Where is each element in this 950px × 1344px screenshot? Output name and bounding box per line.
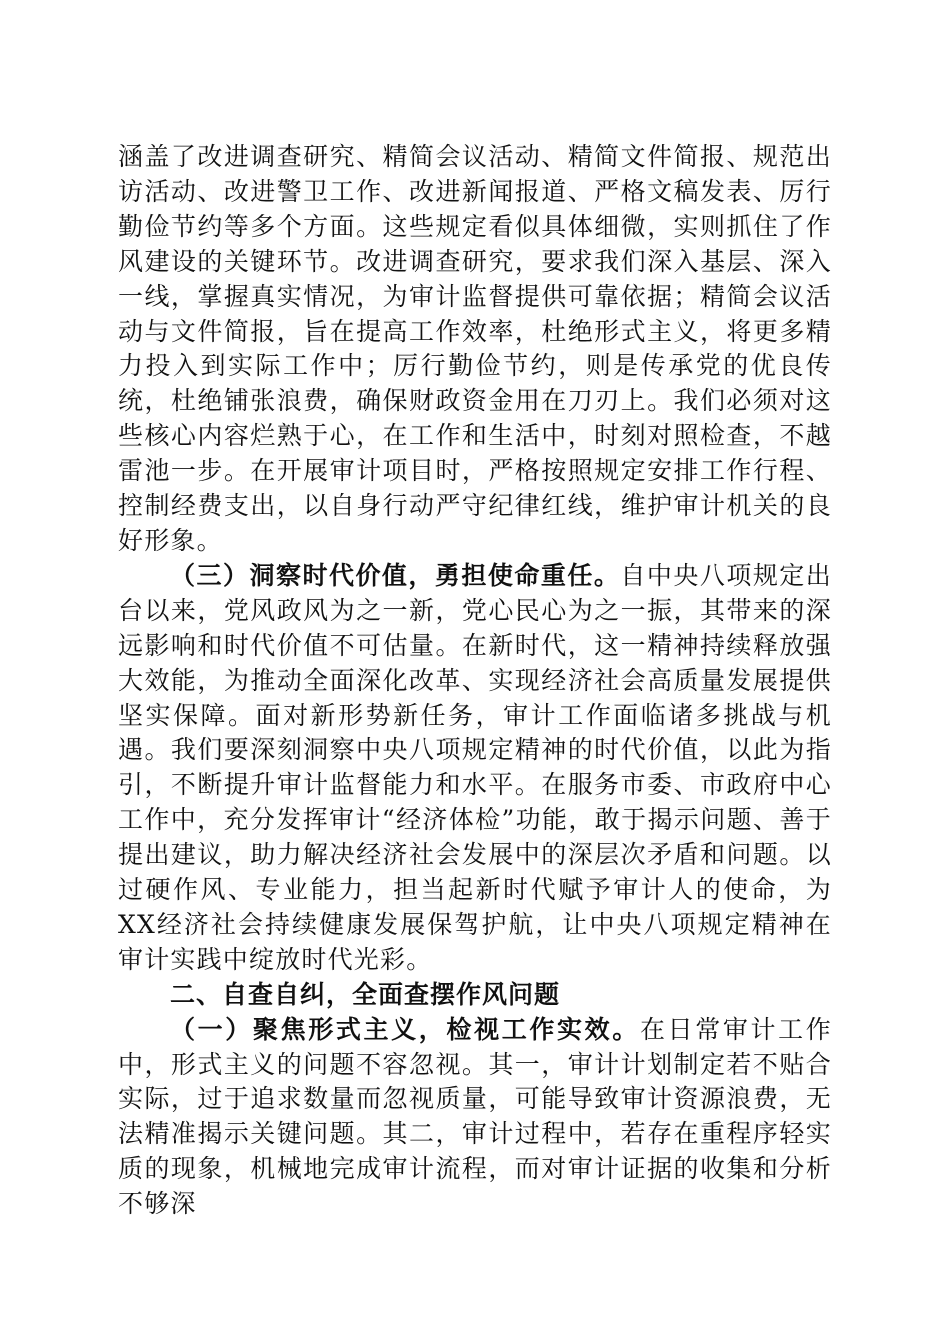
document-page [118, 140, 832, 1222]
subsection-title-1: （一）聚焦形式主义，检视工作实效。 [170, 1014, 640, 1044]
section-heading-2: 二、自查自纠，全面查摆作风问题 [170, 979, 561, 1009]
body-paragraph-2 [118, 559, 832, 978]
body-paragraph-1: 涵盖了改进调查研究、精简会议活动、精简文件简报、规范出访活动、改进警卫工作、改进新闻报道、严格文稿发表、厉行勤俭节约等多个方面。这些规定看似具体细微，实则抓住了作风建设的关键环节。改进调查研究，要求我们深入基层、深入一线，掌握真实情况，为审计监督提供可靠依据；精简会议活动与文件简报，旨在提高工作效率，杜绝形式主义，将更多精力投入到实际工作中；厉行勤俭节约，则是传承党的优良传统，杜绝铺张浪费，确保财政资金用在刀刃上。我们必须对这些核心内容烂熟于心，在工作和生活中，时刻对照检查，不越雷池一步。在开展审计项目时，严格按照规定安排工作行程、控制经费支出，以自身行动严守纪律红线，维护审计机关的良好形象。 [118, 142, 832, 555]
body-paragraph-2-text: 自中央八项规定出台以来，党风政风为之一新，党心民心为之一振，其带来的深远影响和时代价值不可估量。在新时代，这一精神持续释放强大效能，为推动全面深化改革、实现经济社会高质量发展提供坚实保障。面对新形势新任务，审计工作面临诸多挑战与机遇。我们要深刻洞察中央八项规定精神的时代价值，以此为指引，不断提升审计监督能力和水平。在服务市委、市政府中心工作中，充分发挥审计“经济体检”功能，敢于揭示问题、善于提出建议，助力解决经济社会发展中的深层次矛盾和问题。以过硬作风、专业能力，担当起新时代赋予审计人的使命，为XX经济社会持续健康发展保驾护航，让中央八项规定精神在审计实践中绽放时代光彩。 [118, 560, 832, 974]
body-paragraph-3-text: 在日常审计工作中，形式主义的问题不容忽视。其一，审计计划制定若不贴合实际，过于追求数量而忽视质量，可能导致审计资源浪费，无法精准揭示关键问题。其二，审计过程中，若存在重程序轻实质的现象，机械地完成审计流程，而对审计证据的收集和分析不够深 [118, 1014, 832, 1219]
subsection-title-3: （三）洞察时代价值，勇担使命重任。 [170, 560, 621, 590]
body-paragraph-3 [118, 1013, 832, 1222]
